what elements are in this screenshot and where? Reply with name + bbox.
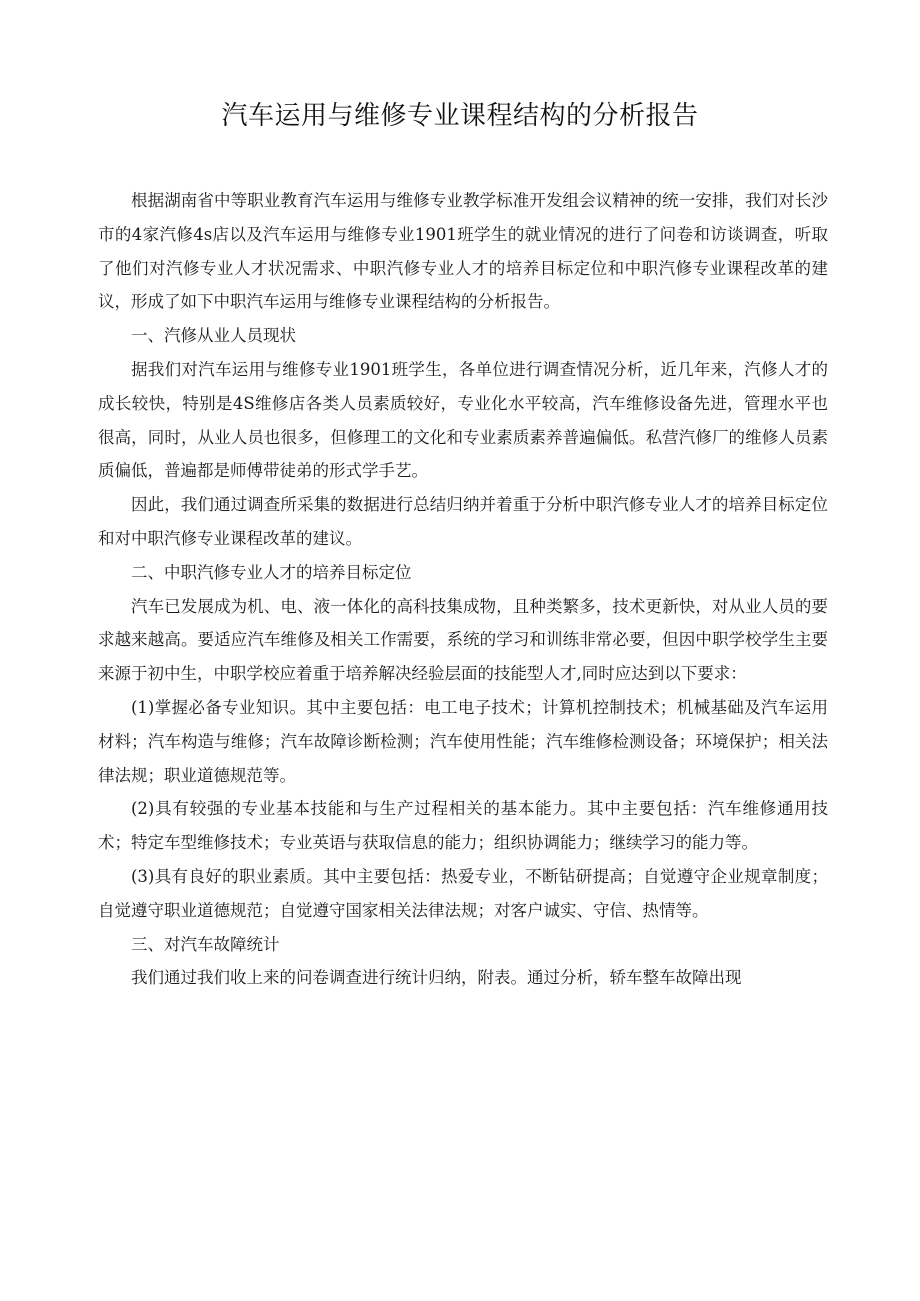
section-heading-2: 二、中职汽修专业人才的培养目标定位 [131,562,412,582]
list-item-1: (1)掌握必备专业知识。其中主要包括：电工电子技术；计算机控制技术；机械基础及汽车运用材料；汽车构造与维修；汽车故障诊断检测；汽车使用性能；汽车维修检测设备；环境保护；相关法律法规；职业道德规范等。 [98,697,828,785]
section-heading-1: 一、汽修从业人员现状 [131,326,296,346]
list-item-3: (3)具有良好的职业素质。其中主要包括：热爱专业，不断钻研提高；自觉遵守企业规章制度；自觉遵守职业道德规范；自觉遵守国家相关法律法规；对客户诚实、守信、热情等。 [98,866,828,920]
paragraph-current-status: 据我们对汽车运用与维修专业1901班学生，各单位进行调查情况分析，近几年来，汽修人才的成长较快，特别是4S维修店各类人员素质较好，专业化水平较高，汽车维修设备先进，管理水平也很高，同时，从业人员也很多，但修理工的文化和专业素质素养普遍偏低。私营汽修厂的维修人员素质偏低，普遍都是师傅带徒弟的形式学手艺。 [98,359,828,481]
section-heading-3: 三、对汽车故障统计 [131,934,280,954]
list-item-2: (2)具有较强的专业基本技能和与生产过程相关的基本能力。其中主要包括：汽车维修通用技术；特定车型维修技术；专业英语与获取信息的能力；组织协调能力；继续学习的能力等。 [98,799,828,853]
paragraph-intro: 根据湖南省中等职业教育汽车运用与维修专业教学标准开发组会议精神的统一安排，我们对长沙市的4家汽修4s店以及汽车运用与维修专业1901班学生的就业情况的进行了问卷和访谈调查，听取了他们对汽修专业人才状况需求、中职汽修专业人才的培养目标定位和中职汽修专业课程改革的建议，形成了如下中职汽车运用与维修专业课程结构的分析报告。 [98,191,828,312]
paragraph-training-goal: 汽车已发展成为机、电、液一体化的高科技集成物，且种类繁多，技术更新快，对从业人员的要求越来越高。要适应汽车维修及相关工作需要，系统的学习和训练非常必要，但因中职学校学生主要来源于初中生，中职学校应着重于培养解决经验层面的技能型人才,同时应达到以下要求： [98,596,828,684]
document-body [98,184,828,995]
paragraph-therefore: 因此，我们通过调查所采集的数据进行总结归纳并着重于分析中职汽修专业人才的培养目标定位和对中职汽修专业课程改革的建议。 [98,495,828,548]
paragraph-fault-statistics: 我们通过我们收上来的问卷调查进行统计归纳，附表。通过分析，轿车整车故障出现 [131,968,742,988]
document-title: 汽车运用与维修专业课程结构的分析报告 [221,101,699,131]
